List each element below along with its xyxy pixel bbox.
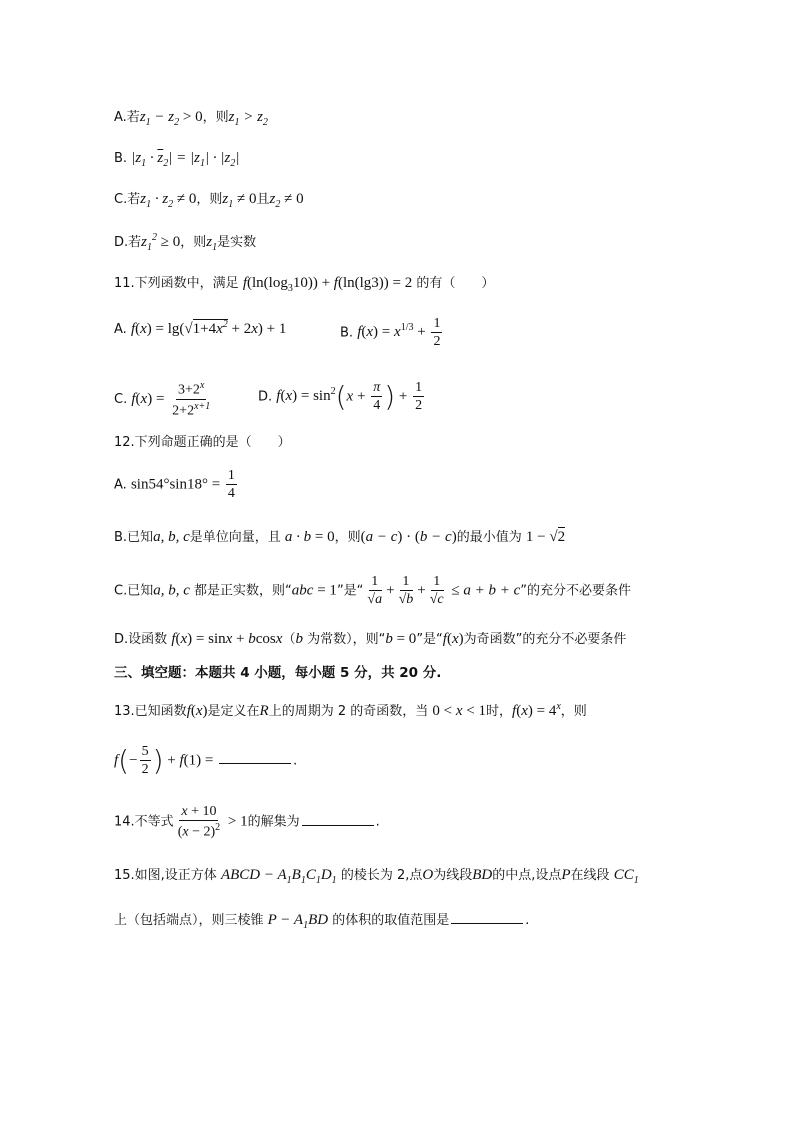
q10-option-d: D.若$z_1^2 \ge 0$，则$z_1$是实数 (114, 232, 257, 253)
q15-line-2: 上（包括端点），则三棱锥 $P - A_1BD$ 的体积的取值范围是 . (114, 912, 530, 931)
q14: 14.不等式 $\frac{x + 10}{(x - 2)^2}$ > 1的解集为 . (114, 804, 380, 841)
q12-option-a: A. sin54°sin18° = $\frac{1}{4}$ (114, 468, 235, 502)
answer-blank[interactable] (219, 761, 291, 764)
answer-blank[interactable] (302, 823, 374, 826)
q12-option-c: C.已知a, b, c 都是正实数，则“abc = 1”是“ $\frac{1}{√a}$ + $\frac{1}{√b}$ + $\frac{1}{√c}$ ≤ a + b + c”的充分不必要条件 (114, 574, 632, 608)
q11-option-a: A. $f(x) = \lg(√1+4x^2 + 2x) + 1$ (114, 319, 287, 337)
q13-line-2: f(− $\frac{5}{2}$ ) + f(1) = . (114, 743, 298, 778)
q11-option-b: B. $f(x) = x^{1/3}$ + $\frac{1}{2}$ (340, 316, 441, 350)
q12-option-d: D.设函数 f(x) = sinx + bcosx（b 为常数），则“b = 0”是“f(x)为奇函数”的充分不必要条件 (114, 631, 627, 647)
q10-option-c: C.若$z_1 \cdot z_2 \ne 0$，则$z_1 \ne 0$且$z_2 \ne 0$ (114, 191, 304, 210)
q11-option-d: D. $f(x) = \sin^2(x$ + $\frac{\pi}{4}$ ) + $\frac{1}{2}$ (258, 379, 423, 414)
q10-option-a: A.若$z_1 - z_2 > 0$，则$z_1 > z_2$ (114, 109, 268, 128)
section-heading-fill-in: 三、填空题：本题共 4 小题，每小题 5 分，共 20 分. (114, 665, 442, 681)
answer-blank[interactable] (451, 921, 523, 924)
q12-option-b: B.已知a, b, c是单位向量，且 a · b = 0，则(a − c) · (b − c)的最小值为 1 − √2 (114, 529, 566, 545)
q12-stem: 12.下列命题正确的是（ ） (114, 435, 291, 450)
q11-option-c: C. f(x) = $\frac{3+2^x}{2+2^{x+1}}$ (114, 380, 211, 419)
q10-option-b: B. $|z_1 \cdot \overline{z}_2| = |z_1| \cdot |z_2|$ (114, 150, 240, 169)
q15-line-1: 15.如图,设正方体 ABCD − $A_1B_1C_1D_1$ 的棱长为 2,点O为线段BD的中点,设点P在线段 $CC_1$ (114, 867, 639, 886)
q13-line-1: 13.已知函数f(x)是定义在R上的周期为 2 的奇函数，当 0 < x < 1时，$f(x) = 4^x$，则 (114, 701, 587, 719)
q11-stem: 11.下列函数中，满足 $f(\ln(\log_310)) + f(\ln(\lg 3)) = 2$ 的有（ ） (114, 275, 495, 294)
